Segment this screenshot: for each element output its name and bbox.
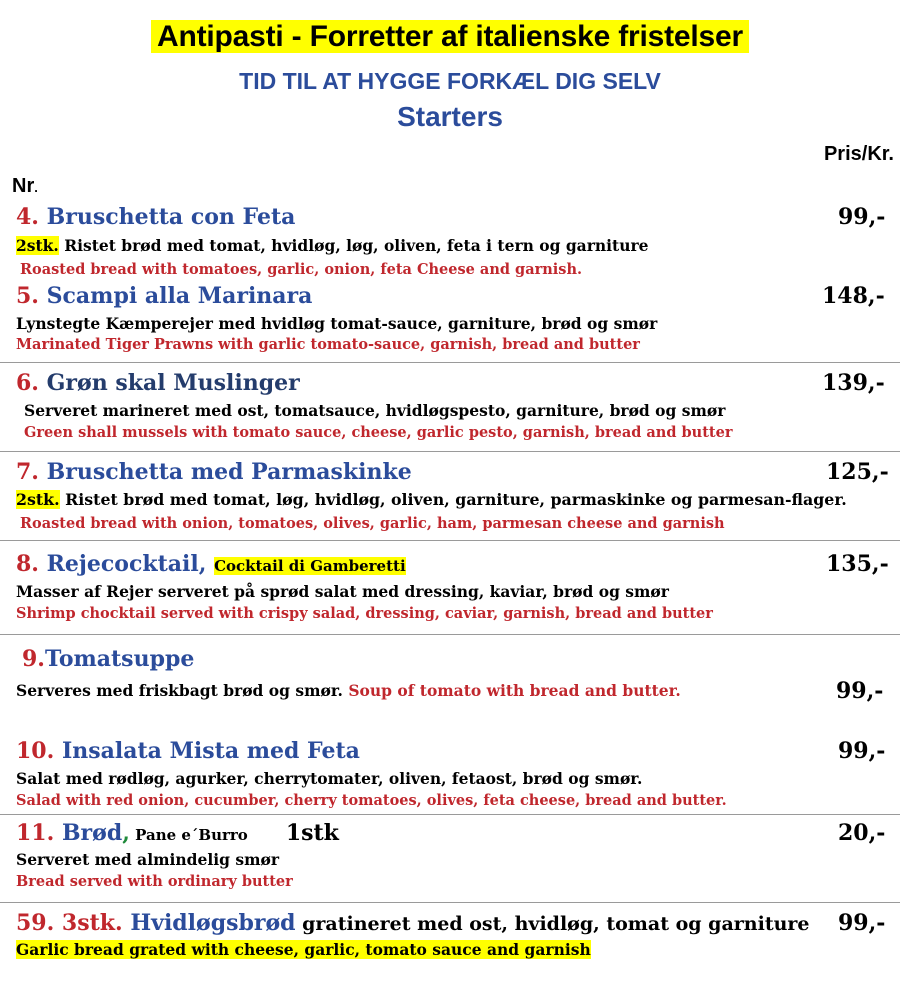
divider [0,814,900,815]
menu-item-description: Salat med rødløg, agurker, cherrytomater, oliven, fetaost, brød og smør. [16,769,643,788]
menu-item-english: Marinated Tiger Prawns with garlic tomato-sauce, garnish, bread and butter [16,336,640,353]
number-column-label: Nr. [12,175,38,197]
menu-item-name: 9.Tomatsuppe [22,646,195,672]
price-column-label: Pris/Kr. [823,143,894,165]
section-title: Starters [397,101,503,132]
menu-item-english: Salad with red onion, cucumber, cherry tomatoes, olives, feta cheese, bread and butter. [16,792,727,809]
menu-item-name: 7. Bruschetta med Parmaskinke [16,459,412,485]
menu-item-english: Shrimp chocktail served with crispy salad, dressing, caviar, garnish, bread and butter [16,605,713,622]
menu-item-name: 8. Rejecocktail, Cocktail di Gamberetti [16,551,406,577]
divider [0,634,900,635]
menu-item-english: Roasted bread with onion, tomatoes, olives, garlic, ham, parmesan cheese and garnish [20,515,725,532]
divider [0,451,900,452]
menu-item-name: 6. Grøn skal Muslinger [16,370,300,396]
divider [0,902,900,903]
menu-item-english: Bread served with ordinary butter [16,873,293,890]
menu-item-name: 4. Bruschetta con Feta [16,204,296,230]
menu-item-price: 99,- [838,204,886,230]
menu-item-price: 99,- [836,678,884,704]
menu-item-description: 2stk. Ristet brød med tomat, løg, hvidløg, oliven, garniture, parmaskinke og parmesan-flager. [16,490,847,509]
menu-item-price: 20,- [838,820,886,846]
menu-item-english: Garlic bread grated with cheese, garlic, tomato sauce and garnish [16,940,591,959]
menu-title: Antipasti - Forretter af italienske fristelser [0,20,900,54]
divider [0,362,900,363]
menu-item-name: 10. Insalata Mista med Feta [16,738,360,764]
menu-item-description: Lynstegte Kæmperejer med hvidløg tomat-sauce, garniture, brød og smør [16,314,658,333]
menu-item-price: 135,- [826,551,889,577]
menu-item-price: 148,- [822,283,885,309]
divider [0,540,900,541]
menu-item-price: 125,- [826,459,889,485]
menu-item-name: 5. Scampi alla Marinara [16,283,313,309]
menu-item-description: Serveret marineret med ost, tomatsauce, hvidløgspesto, garniture, brød og smør [24,401,726,420]
menu-item-description: Masser af Rejer serveret på sprød salat med dressing, kaviar, brød og smør [16,582,669,601]
menu-item-description: Serveret med almindelig smør [16,850,280,869]
menu-item-price: 99,- [838,738,886,764]
menu-item-name: 59. 3stk. Hvidløgsbrød gratineret med ost, hvidløg, tomat og garniture [16,910,810,936]
menu-item-price: 99,- [838,910,886,936]
menu-subtitle: TID TIL AT HYGGE FORKÆL DIG SELV [239,68,661,94]
menu-item-name: 11. Brød, Pane e´Burro 1stk [16,820,339,846]
menu-item-english: Roasted bread with tomatoes, garlic, onion, feta Cheese and garnish. [20,261,583,278]
menu-item-english: Green shall mussels with tomato sauce, cheese, garlic pesto, garnish, bread and butter [24,424,733,441]
menu-item-description: Serveres med friskbagt brød og smør. Soup of tomato with bread and butter. [16,681,681,700]
menu-item-description: 2stk. Ristet brød med tomat, hvidløg, løg, oliven, feta i tern og garniture [16,236,649,255]
menu-item-price: 139,- [822,370,885,396]
